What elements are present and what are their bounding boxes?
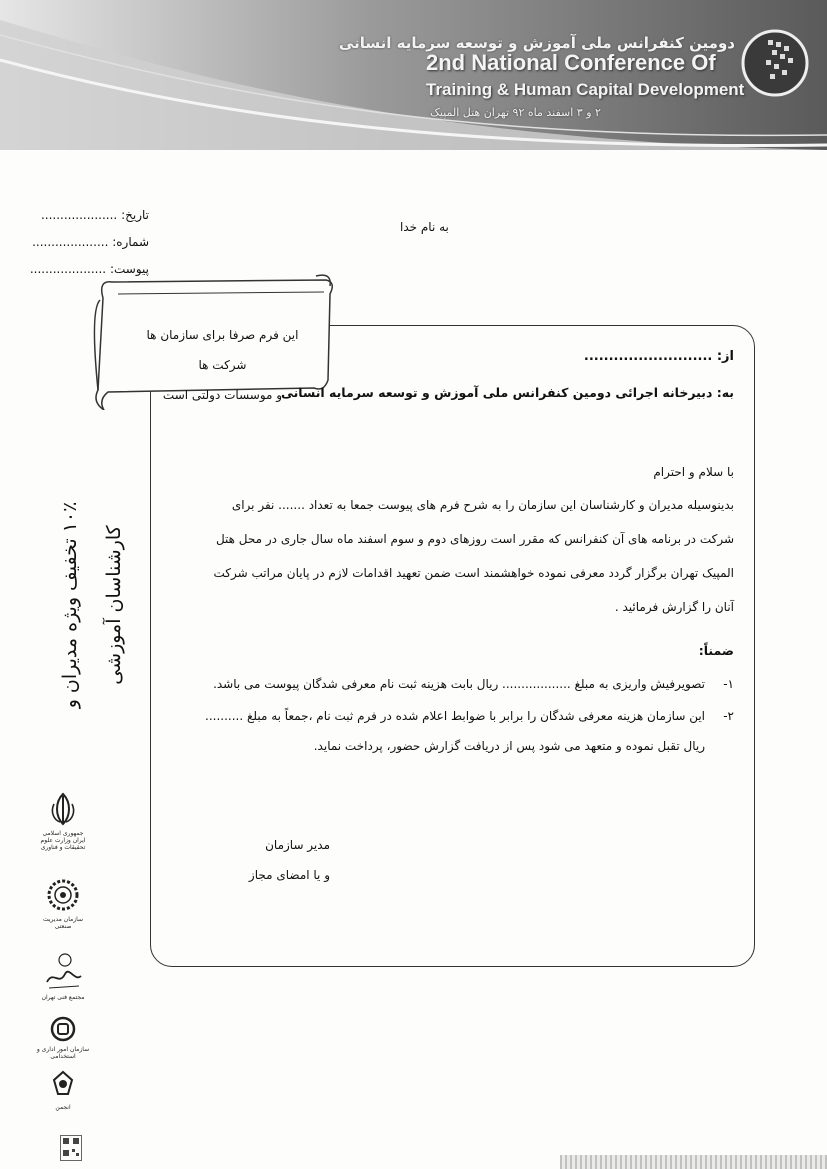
- attachment-dots: ....................: [29, 262, 107, 276]
- be-name-heading: به نام خدا: [400, 220, 449, 234]
- item-2-continuation: ریال تقبل نموده و متعهد می شود پس از دریافت گزارش حضور، پرداخت نماید.: [313, 739, 705, 753]
- body-line-2: شرکت در برنامه های آن کنفرانس که مقرر است روزهای دوم و سوم اسفند ماه سال جاری در محل هتل: [215, 532, 734, 546]
- logo-caption-5: انجمن: [55, 1104, 71, 1111]
- scroll-note-line2: و موسسات دولتی است: [162, 388, 283, 402]
- logo-conference-seal: [36, 878, 90, 930]
- to-field: به: دبیرخانه اجرائی دومین کنفرانس ملی آموزش و توسعه سرمایه انسانی: [280, 385, 734, 400]
- header-en-line2: Training & Human Capital Development: [426, 80, 745, 99]
- qr-code-icon: [60, 1135, 82, 1161]
- item-1-number: ۱-: [723, 677, 734, 691]
- side-note-line1: ۱۰٪ تخفیف ویژه مدیران و: [59, 501, 81, 709]
- side-note-line2: کارشناسان آموزشی: [103, 525, 125, 685]
- logo-caption-1: جمهوری اسلامی ایران وزارت علوم تحقیقات و فناوری: [40, 830, 86, 851]
- calligraphy-logo-icon: [43, 952, 83, 990]
- item-2-number: ۲-: [723, 709, 734, 723]
- logo-calligraphy: [36, 952, 90, 1001]
- logo-caption-3: مجتمع فنی تهران: [41, 994, 85, 1001]
- header-en-line1: 2nd National Conference Of: [426, 50, 716, 75]
- number-dots: ....................: [32, 235, 109, 249]
- zemna-heading: ضمناً:: [698, 643, 734, 658]
- logo-small-emblem: [36, 1070, 90, 1111]
- letter-frame: [150, 325, 755, 967]
- logo-caption-2: سازمان مدیریت صنعتی: [42, 916, 83, 930]
- small-emblem-icon: [50, 1070, 76, 1100]
- iran-emblem-icon: [48, 792, 78, 826]
- date-label: تاریخ:: [121, 208, 149, 222]
- body-line-3: المپیک تهران برگزار گردد معرفی نموده خواهشمند است ضمن تعهید اقدامات لازم در پایان مراتب شرکت: [213, 566, 734, 580]
- attachment-label: پیوست:: [109, 262, 149, 276]
- signature-title: مدیر سازمان: [265, 838, 330, 852]
- logo-caption-4: سازمان امور اداری و استخدامی: [36, 1046, 90, 1060]
- scan-edge-artifact: [560, 1155, 827, 1169]
- round-logo-icon: [50, 1016, 76, 1042]
- scroll-note-line1: این فرم صرفا برای سازمان ها شرکت ها: [146, 328, 299, 372]
- date-field: [41, 208, 149, 222]
- conference-seal-icon: [46, 878, 80, 912]
- greeting: با سلام و احترام: [653, 465, 734, 479]
- header-date-line: ۲ و ۳ اسفند ماه ۹۲ تهران هتل المپیک: [430, 106, 601, 119]
- from-field: از: ..........................: [583, 349, 734, 364]
- header-fa-title: دومین کنفرانس ملی آموزش و توسعه سرمایه انسانی: [338, 34, 735, 52]
- side-discount-note: [42, 470, 142, 740]
- logo-round: [36, 1016, 90, 1060]
- item-2-text: این سازمان هزینه معرفی شدگان را برابر با ضوابط اعلام شده در فرم ثبت نام ،جمعاً به مبلغ ..........: [205, 709, 705, 723]
- signature-authorized: و یا امضای مجاز: [248, 868, 330, 882]
- date-dots: ....................: [40, 208, 118, 222]
- item-1-text: تصویرفیش واریزی به مبلغ .................. ریال بابت هزینه ثبت نام معرفی شدگان پیوست می باشد.: [213, 677, 705, 691]
- number-field: [32, 235, 149, 249]
- number-label: شماره:: [112, 235, 149, 249]
- logo-iran-emblem: [36, 792, 90, 851]
- body-line-1: بدینوسیله مدیران و کارشناسان این سازمان را به شرح فرم های پیوست جمعا به تعداد ....... نفر برای: [231, 498, 734, 512]
- body-line-4: آنان را گزارش فرمائید .: [614, 600, 734, 614]
